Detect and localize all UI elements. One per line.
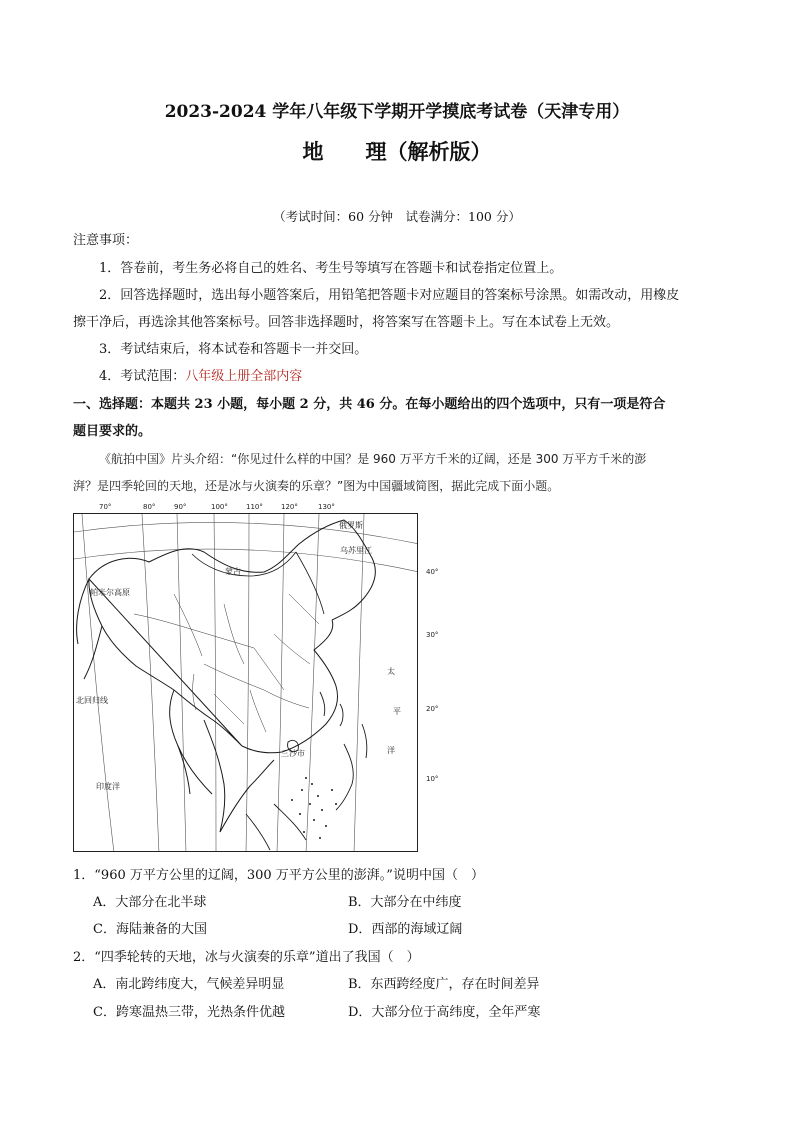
longitude-label-110: 110°	[246, 503, 263, 511]
latitude-label-40: 40°	[426, 568, 439, 576]
map-label-russia: 俄罗斯	[339, 521, 363, 530]
map-label-pacific-2: 平	[393, 707, 401, 716]
notes-heading: 注意事项：	[73, 233, 139, 248]
notes-item-4	[99, 365, 302, 384]
notes-item-3: 3．考试结束后，将本试卷和答题卡一并交回。	[99, 342, 368, 357]
notes-item-1: 1．答卷前，考生务必将自己的姓名、考生号等填写在答题卡和试卷指定位置上。	[99, 261, 563, 276]
question-1-option-d[interactable]: D．西部的海域辽阔	[348, 922, 463, 937]
subject-title-left: 地	[302, 139, 324, 164]
question-1-option-b[interactable]: B．大部分在中纬度	[348, 895, 462, 910]
question-2-stem: 2．“四季轮转的天地，冰与火演奏的乐章”道出了我国（ ）	[73, 950, 420, 965]
question-1-option-c[interactable]: C．海陆兼备的大国	[93, 922, 207, 937]
map-label-pamir-plateau: 帕米尔高原	[90, 588, 130, 597]
notes-item-2-line-1: 2．回答选择题时，选出每小题答案后，用铅笔把答题卡对应题目的答案标号涂黑。如需改动，用橡皮	[99, 288, 680, 303]
longitude-label-80: 80°	[143, 503, 156, 511]
subject-title	[0, 136, 794, 166]
question-1-stem: 1．“960 万平方公里的辽阔，300 万平方公里的澎湃。”说明中国（ ）	[73, 868, 484, 883]
question-2-option-b[interactable]: B．东西跨经度广，存在时间差异	[348, 977, 540, 992]
section-heading-line-1: 一、选择题：本题共 23 小题，每小题 2 分，共 46 分。在每小题给出的四个选项中，只有一项是符合	[73, 397, 666, 412]
notes-item-2-line-2: 擦干净后，再选涂其他答案标号。回答非选择题时，将答案写在答题卡上。写在本试卷上无效。	[73, 315, 620, 330]
map-label-pacific-3: 洋	[387, 746, 395, 755]
map-label-tropic-of-cancer: 北回归线	[76, 696, 108, 705]
latitude-label-20: 20°	[426, 705, 439, 713]
question-1-option-a[interactable]: A．大部分在北半球	[93, 895, 207, 910]
latitude-label-30: 30°	[426, 631, 439, 639]
south-china-sea-islands	[291, 777, 337, 839]
province-borders	[134, 594, 319, 732]
question-2-option-d[interactable]: D．大部分位于高纬度，全年严寒	[348, 1005, 541, 1020]
exam-scope: 八年级上册全部内容	[185, 369, 303, 384]
map-label-sansha-city: 三沙市	[281, 749, 305, 758]
question-2-option-a[interactable]: A．南北跨纬度大，气候差异明显	[93, 977, 285, 992]
intro-line-2: 湃？是四季轮回的天地，还是冰与火演奏的乐章？”图为中国疆域简图，据此完成下面小题。	[73, 479, 560, 493]
longitude-label-90: 90°	[174, 503, 187, 511]
notes-item-4-prefix: 4．考试范围：	[99, 369, 186, 384]
subject-title-right: 理（解析版）	[365, 139, 492, 164]
paper-title: 2023-2024 学年八年级下学期开学摸底考试卷（天津专用）	[164, 102, 630, 122]
question-2-option-c[interactable]: C．跨寒温热三带，光热条件优越	[93, 1005, 285, 1020]
china-map-drawing	[74, 514, 418, 852]
china-territory-map	[73, 513, 418, 852]
map-label-mongolia: 蒙古	[225, 567, 241, 576]
intro-line-1: 《航拍中国》片头介绍：“你见过什么样的中国？是 960 万平方千米的辽阔，还是 300 万平方千米的澎	[99, 452, 647, 466]
exam-info: （考试时间：60 分钟 试卷满分：100 分）	[273, 209, 521, 224]
longitude-label-100: 100°	[211, 503, 228, 511]
map-label-indian-ocean: 印度洋	[96, 782, 120, 791]
section-heading-line-2: 题目要求的。	[73, 424, 152, 439]
map-label-wusuli-river: 乌苏里江	[340, 546, 372, 555]
map-label-pacific-1: 太	[387, 667, 395, 676]
longitude-label-120: 120°	[281, 503, 298, 511]
latitude-label-10: 10°	[426, 775, 439, 783]
longitude-label-70: 70°	[99, 503, 112, 511]
graticule	[74, 514, 418, 852]
longitude-label-130: 130°	[318, 503, 335, 511]
